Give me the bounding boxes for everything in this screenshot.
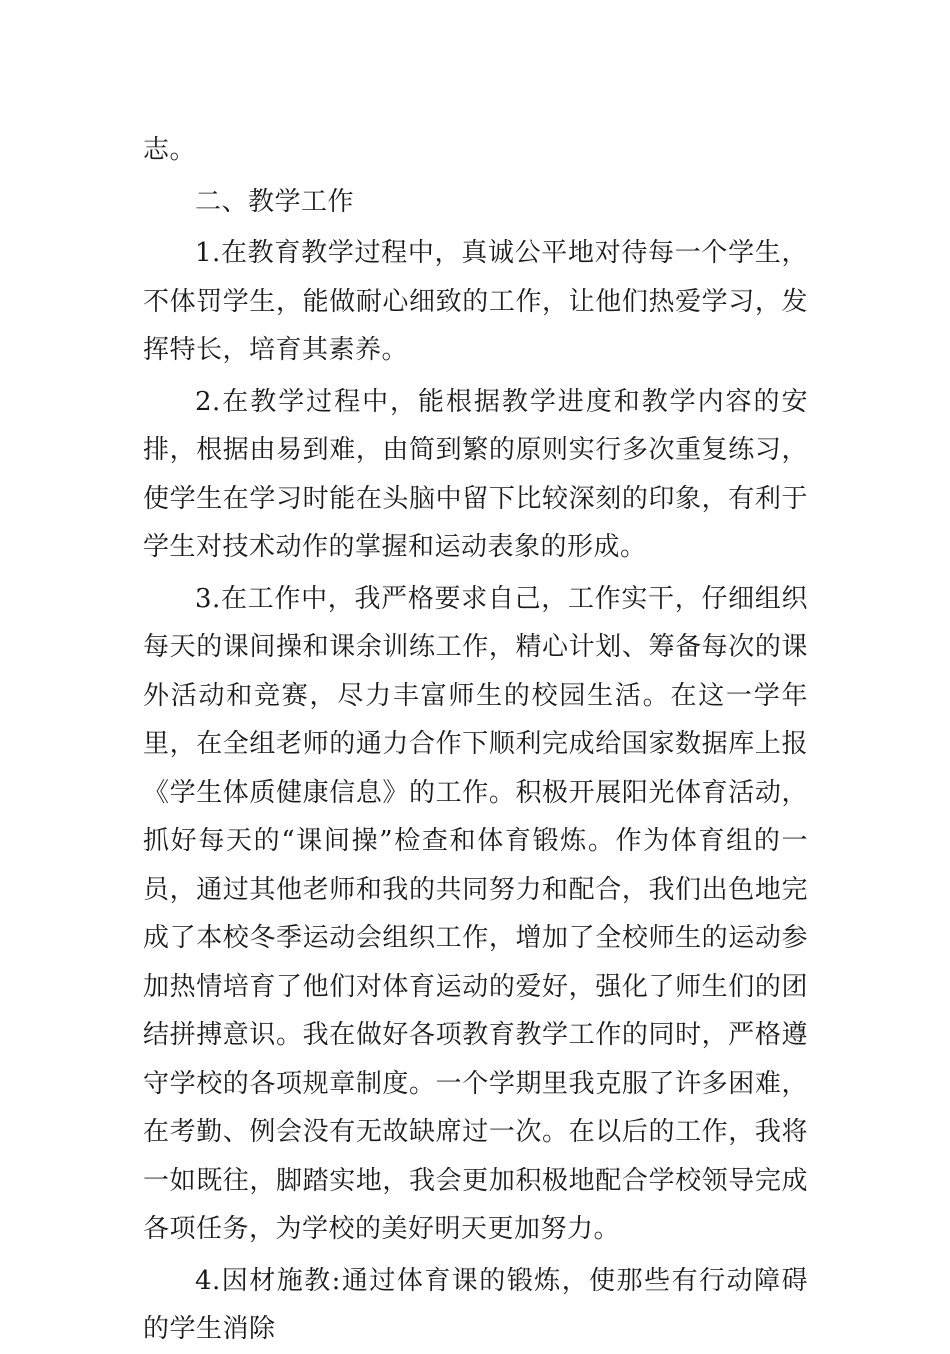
paragraph-continuation: 志。 bbox=[143, 135, 197, 165]
paragraph-item-4: 4.因材施教:通过体育课的锻炼，使那些有行动障碍的学生消除 bbox=[143, 1265, 808, 1344]
section-heading: 二、教学工作 bbox=[195, 186, 355, 217]
paragraph-item-1: 1.在教育教学过程中，真诚公平地对待每一个学生，不体罚学生，能做耐心细致的工作，让他们热爱学习，发挥特长，培育其素养。 bbox=[143, 238, 808, 365]
paragraph-item-3: 3.在工作中，我严格要求自己，工作实干，仔细组织每天的课间操和课余训练工作，精心计划、筹备每次的课外活动和竞赛，尽力丰富师生的校园生活。在这一学年里，在全组老师的通力合作下顺利完成给国家数据库上报《学生体质健康信息》的工作。积极开展阳光体育活动，抓好每天的“课间操”检查和体育锻炼。作为体育组的一员，通过其他老师和我的共同努力和配合，我们出色地完成了本校冬季运动会组织工作，增加了全校师生的运动参加热情培育了他们对体育运动的爱好，强化了师生们的团结拼搏意识。我在做好各项教育教学工作的同时，严格遵守学校的各项规章制度。一个学期里我克服了许多困难，在考勤、例会没有无故缺席过一次。在以后的工作，我将一如既往，脚踏实地，我会更加积极地配合学校领导完成各项任务，为学校的美好明天更加努力。 bbox=[143, 583, 808, 1244]
paragraph-item-2: 2.在教学过程中，能根据教学进度和教学内容的安排，根据由易到难，由简到繁的原则实行多次重复练习，使学生在学习时能在头脑中留下比较深刻的印象，有利于学生对技术动作的掌握和运动表象的形成。 bbox=[143, 386, 808, 562]
document-body bbox=[143, 126, 808, 1354]
